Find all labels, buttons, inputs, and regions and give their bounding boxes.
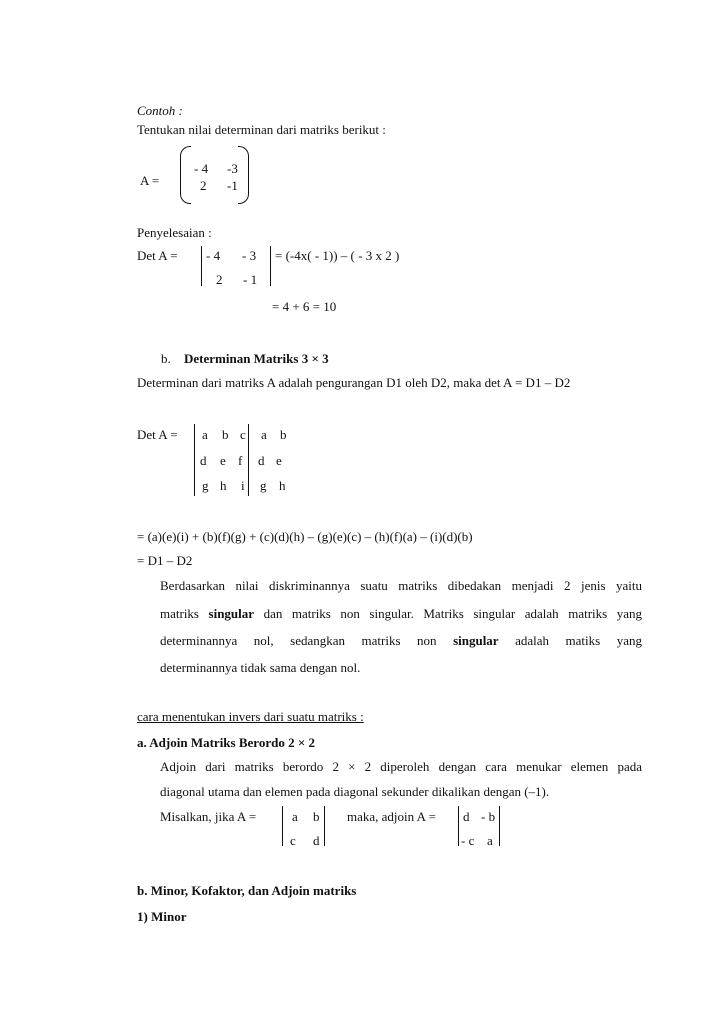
matrix-cell: b bbox=[222, 427, 229, 442]
section-intro: Determinan dari matriks A adalah pengurangan D1 oleh D2, maka det A = D1 – D2 bbox=[137, 375, 571, 390]
determinant-bar-right bbox=[499, 806, 500, 846]
determinant-bar-left bbox=[458, 806, 459, 846]
adjoin-label: maka, adjoin A = bbox=[347, 809, 436, 824]
matrix-cell: a bbox=[487, 833, 493, 848]
adjoin-description: diagonal utama dan elemen pada diagonal sekunder dikalikan dengan (–1). bbox=[160, 784, 550, 799]
matrix-ext-cell: h bbox=[279, 478, 286, 493]
determinant-bar-right bbox=[324, 806, 325, 846]
determinant-bar-right bbox=[270, 246, 271, 286]
matrix-cell: - 3 bbox=[242, 248, 257, 263]
matrix-ext-cell: d bbox=[258, 453, 265, 468]
solution-step-1: = (-4x( - 1)) – ( - 3 x 2 ) bbox=[275, 248, 400, 263]
determinant-bar-left bbox=[194, 424, 195, 496]
determinant-bar-right bbox=[248, 424, 249, 496]
matrix-ext-cell: b bbox=[280, 427, 287, 442]
matrix-cell: 2 bbox=[200, 178, 207, 193]
sarrus-result: = D1 – D2 bbox=[137, 553, 193, 568]
matrix-cell: -1 bbox=[227, 178, 238, 193]
example-instruction: Tentukan nilai determinan dari matriks berikut : bbox=[137, 122, 386, 137]
matrix-cell: - 4 bbox=[194, 161, 209, 176]
det-3x3-label: Det A = bbox=[137, 427, 178, 442]
matrix-ext-cell: a bbox=[261, 427, 267, 442]
matrix-cell: -3 bbox=[227, 161, 238, 176]
matrix-cell: a bbox=[202, 427, 208, 442]
matrix-cell: - b bbox=[481, 809, 496, 824]
section-marker: b. bbox=[161, 351, 171, 366]
example-heading: Contoh : bbox=[137, 103, 183, 118]
bold-term: singular bbox=[208, 606, 255, 621]
matrix-cell: d bbox=[463, 809, 470, 824]
matrix-ext-cell: g bbox=[260, 478, 267, 493]
matrix-ext-cell: e bbox=[276, 453, 282, 468]
inverse-heading: cara menentukan invers dari suatu matriks : bbox=[137, 709, 364, 724]
matrix-cell: h bbox=[220, 478, 227, 493]
paragraph-line: determinannya tidak sama dengan nol. bbox=[160, 660, 361, 675]
matrix-cell: i bbox=[241, 478, 245, 493]
matrix-cell: f bbox=[238, 453, 243, 468]
right-parenthesis bbox=[238, 146, 249, 204]
matrix-a-label: A = bbox=[140, 173, 160, 188]
matrix-cell: - 1 bbox=[243, 272, 258, 287]
matrix-cell: e bbox=[220, 453, 226, 468]
bold-term: singular bbox=[453, 633, 499, 648]
det-label: Det A = bbox=[137, 248, 178, 263]
solution-heading: Penyelesaian : bbox=[137, 225, 212, 240]
adjoin-description: Adjoin dari matriks berordo 2 × 2 diperoleh dengan cara menukar elemen pada bbox=[160, 759, 642, 774]
subsection-b-title: b. Minor, Kofaktor, dan Adjoin matriks bbox=[137, 883, 357, 898]
matrix-cell: g bbox=[202, 478, 209, 493]
matrix-cell: a bbox=[292, 809, 298, 824]
determinant-bar-left bbox=[201, 246, 202, 286]
matrix-cell: - 4 bbox=[206, 248, 221, 263]
matrix-cell: c bbox=[240, 427, 246, 442]
matrix-cell: d bbox=[200, 453, 207, 468]
left-parenthesis bbox=[180, 146, 191, 204]
determinant-bar-left bbox=[282, 806, 283, 846]
paragraph-line: Berdasarkan nilai diskriminannya suatu matriks dibedakan menjadi 2 jenis yaitu bbox=[160, 578, 642, 593]
matrix-cell: c bbox=[290, 833, 296, 848]
sarrus-formula: = (a)(e)(i) + (b)(f)(g) + (c)(d)(h) – (g)(e)(c) – (h)(f)(a) – (i)(d)(b) bbox=[137, 529, 473, 544]
section-title: Determinan Matriks 3 × 3 bbox=[184, 351, 329, 366]
solution-step-2: = 4 + 6 = 10 bbox=[272, 299, 337, 314]
minor-heading: 1) Minor bbox=[137, 909, 187, 924]
matrix-cell: b bbox=[313, 809, 320, 824]
subsection-a-title: a. Adjoin Matriks Berordo 2 × 2 bbox=[137, 735, 315, 750]
matrix-cell: - c bbox=[461, 833, 475, 848]
matrix-cell: 2 bbox=[216, 272, 223, 287]
matrix-cell: d bbox=[313, 833, 320, 848]
example-label: Misalkan, jika A = bbox=[160, 809, 257, 824]
paragraph-line: matriks singular dan matriks non singular. Matriks singular adalah matriks yang bbox=[160, 606, 643, 621]
paragraph-line: determinannya nol, sedangkan matriks non singular adalah matiks yang bbox=[160, 633, 642, 648]
